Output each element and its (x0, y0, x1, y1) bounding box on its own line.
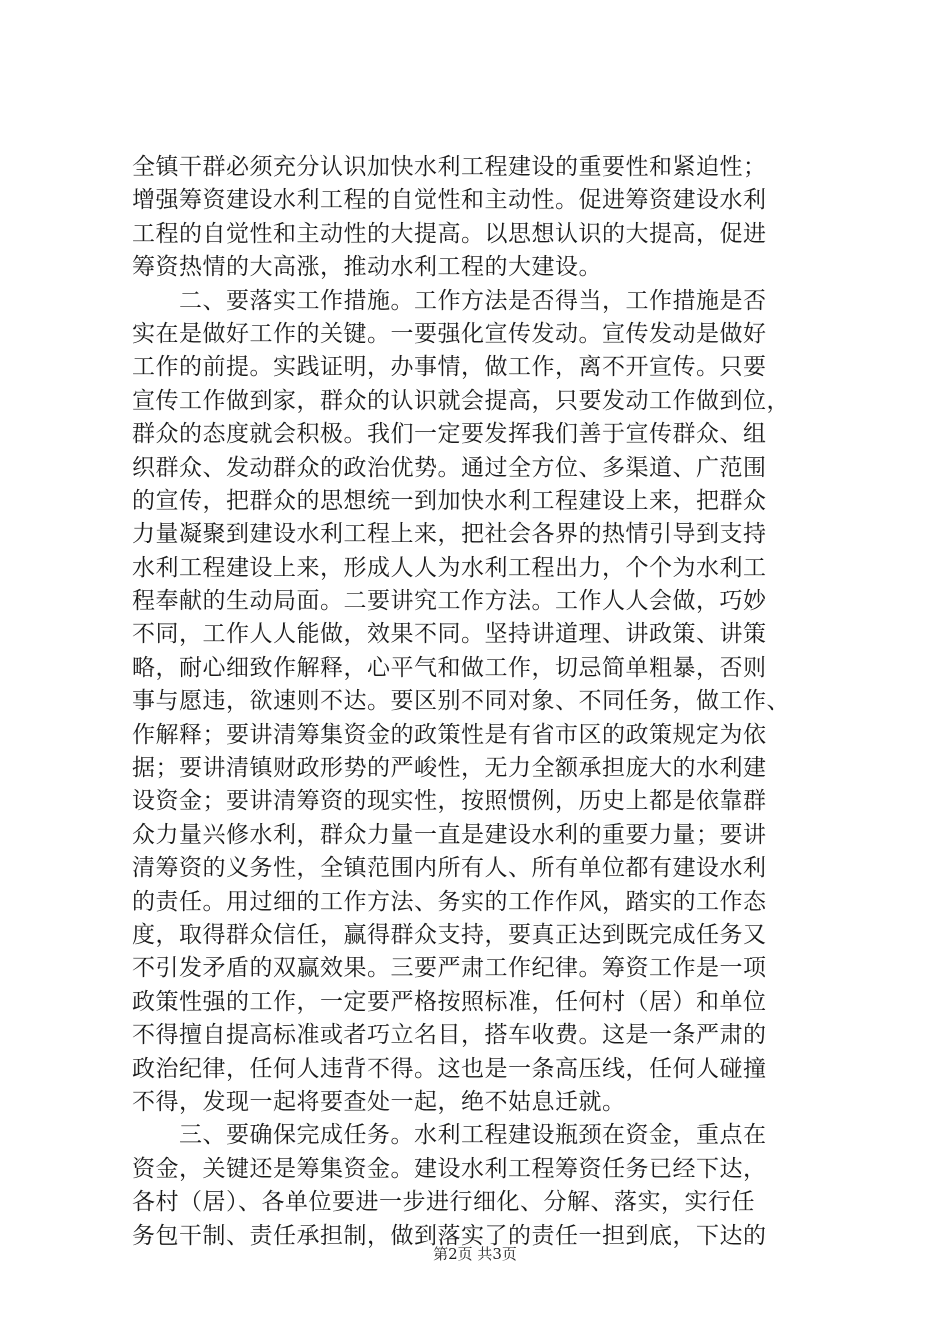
text-line: 事与愿违，欲速则不达。要区别不同对象、不同任务，做工作、 (132, 688, 790, 715)
text-line: 宣传工作做到家，群众的认识就会提高，只要发动工作做到位， (132, 387, 790, 414)
text-line: 各村（居）、各单位要进一步进行细化、分解、落实，实行任 (132, 1189, 755, 1216)
text-line: 水利工程建设上来，形成人人为水利工程出力，个个为水利工 (132, 554, 767, 581)
text-line: 三、要确保完成任务。水利工程建设瓶颈在资金，重点在 (132, 1122, 767, 1149)
text-line: 二、要落实工作措施。工作方法是否得当，工作措施是否 (132, 287, 767, 314)
text-line: 不得擅自提高标准或者巧立名目，搭车收费。这是一条严肃的 (132, 1022, 767, 1049)
text-line: 实在是做好工作的关键。一要强化宣传发动。宣传发动是做好 (132, 320, 767, 347)
text-line: 工作的前提。实践证明，办事情，做工作，离不开宣传。只要 (132, 354, 767, 381)
text-line: 据；要讲清镇财政形势的严峻性，无力全额承担庞大的水利建 (132, 755, 767, 782)
text-line: 资金，关键还是筹集资金。建设水利工程筹资任务已经下达， (132, 1155, 767, 1182)
text-line: 全镇干群必须充分认识加快水利工程建设的重要性和紧迫性； (132, 154, 767, 180)
text-line: 织群众、发动群众的政治优势。通过全方位、多渠道、广范围 (132, 454, 767, 481)
text-line: 的宣传，把群众的思想统一到加快水利工程建设上来，把群众 (132, 487, 767, 514)
text-line: 程奉献的生动局面。二要讲究工作方法。工作人人会做，巧妙 (132, 588, 767, 615)
text-line: 筹资热情的大高涨，推动水利工程的大建设。 (132, 254, 602, 281)
text-line: 政治纪律，任何人违背不得。这也是一条高压线，任何人碰撞 (132, 1055, 767, 1082)
text-line: 的责任。用过细的工作方法、务实的工作作风，踏实的工作态 (132, 888, 767, 915)
text-line: 群众的态度就会积极。我们一定要发挥我们善于宣传群众、组 (132, 421, 767, 448)
text-line: 作解释；要讲清筹集资金的政策性是有省市区的政策规定为依 (132, 721, 767, 748)
text-line: 略，耐心细致作解释，心平气和做工作，切忌简单粗暴，否则 (132, 654, 767, 681)
text-line: 工程的自觉性和主动性的大提高。以思想认识的大提高，促进 (132, 220, 767, 247)
text-line: 增强筹资建设水利工程的自觉性和主动性。促进筹资建设水利 (132, 187, 767, 214)
text-line: 务包干制、责任承担制，做到落实了的责任一担到底，下达的 (132, 1222, 767, 1249)
text-line: 度，取得群众信任，赢得群众支持，要真正达到既完成任务又 (132, 921, 767, 948)
text-line: 政策性强的工作，一定要严格按照标准，任何村（居）和单位 (132, 988, 767, 1015)
body-text (132, 151, 832, 1253)
text-line: 不得，发现一起将要查处一起，绝不姑息迁就。 (132, 1088, 626, 1115)
text-line: 力量凝聚到建设水利工程上来，把社会各界的热情引导到支持 (132, 521, 767, 548)
page-footer: 第2页 共3页 (433, 1245, 517, 1263)
text-line: 清筹资的义务性，全镇范围内所有人、所有单位都有建设水利 (132, 855, 767, 882)
text-line: 不引发矛盾的双赢效果。三要严肃工作纪律。筹资工作是一项 (132, 955, 767, 982)
text-line: 众力量兴修水利，群众力量一直是建设水利的重要力量；要讲 (132, 821, 767, 848)
text-line: 设资金；要讲清筹资的现实性，按照惯例，历史上都是依靠群 (132, 788, 767, 815)
text-line: 不同，工作人人能做，效果不同。坚持讲道理、讲政策、讲策 (132, 621, 767, 648)
